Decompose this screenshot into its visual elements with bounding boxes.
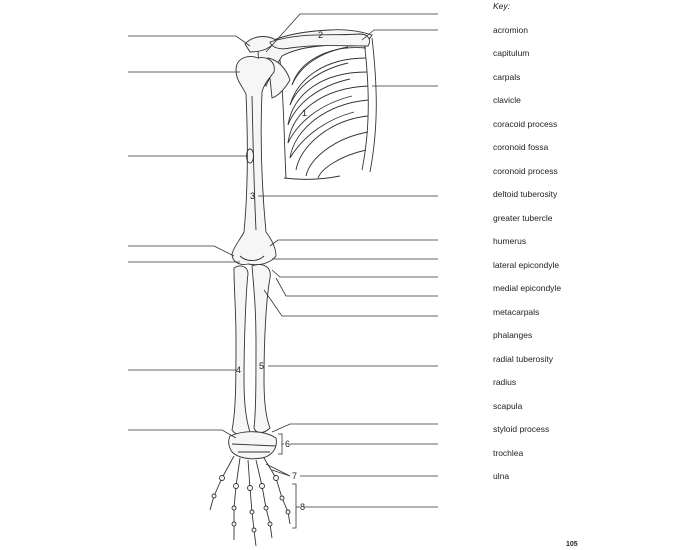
key-term: clavicle [493,95,521,105]
key-term: metacarpals [493,307,540,317]
humerus [232,57,276,265]
key-term: acromion [493,25,528,35]
key-term: lateral epicondyle [493,260,560,270]
key-term: radius [493,377,517,387]
ulna-bone [252,265,270,433]
key-term: radial tuberosity [493,354,554,364]
key-term: greater tubercle [493,213,553,223]
marker-8: 8 [300,502,306,512]
key-term: styloid process [493,424,550,434]
key-term: deltoid tuberosity [493,189,558,199]
key-term: phalanges [493,330,533,340]
marker-1: 1 [302,108,308,118]
marker-7: 7 [292,471,298,481]
marker-5: 5 [259,361,265,371]
marker-3: 3 [250,191,256,201]
radius-bone [232,266,250,435]
key-term: scapula [493,401,523,411]
key-term: medial epicondyle [493,283,562,293]
key-term: coronoid process [493,166,558,176]
marker-2: 2 [318,30,324,40]
marker-4: 4 [236,365,242,375]
key-term: ulna [493,471,510,481]
key-term: coracoid process [493,119,558,129]
key-term: humerus [493,236,527,246]
key-term: capitulum [493,48,530,58]
forearm [232,265,270,435]
ribcage [280,38,376,179]
key-term: trochlea [493,448,524,458]
key-title: Key: [493,1,511,11]
key-term: coronoid fossa [493,142,549,152]
leader-lines-left [128,36,250,438]
marker-6: 6 [285,439,291,449]
key-term: carpals [493,72,521,82]
hand [210,432,290,546]
leader-lines-right [258,14,438,528]
page-number: 105 [566,541,578,548]
